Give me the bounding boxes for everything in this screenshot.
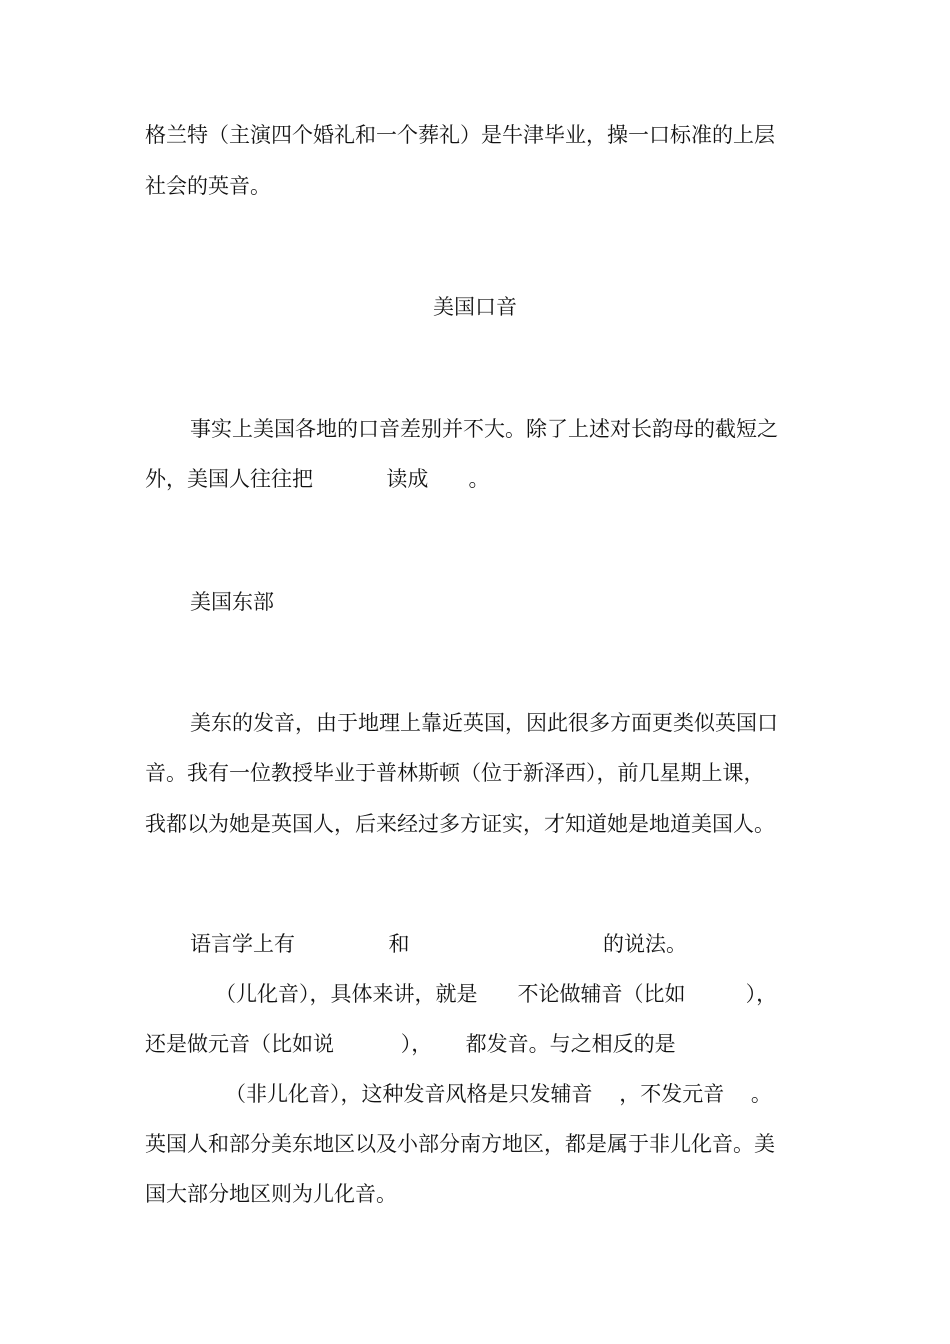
east-paragraph-line-1: 美东的发音，由于地理上靠近英国，因此很多方面更类似英国口 bbox=[190, 711, 778, 735]
intro-line-2: 社会的英音。 bbox=[145, 174, 271, 198]
rhotic-paragraph-line-2: （儿化音），具体来讲，就是 不论做辅音（比如 ）， bbox=[215, 982, 778, 1006]
rhotic-paragraph-line-4: （非儿化音），这种发音风格是只发辅音 ，不发元音 。 bbox=[225, 1082, 772, 1106]
east-paragraph-line-3: 我都以为她是英国人，后来经过多方证实，才知道她是地道美国人。 bbox=[145, 812, 775, 836]
rhotic-paragraph-line-6: 国大部分地区则为儿化音。 bbox=[145, 1182, 397, 1206]
accent-paragraph-line-1: 事实上美国各地的口音差别并不大。除了上述对长韵母的截短之 bbox=[190, 417, 778, 441]
east-paragraph-line-2: 音。我有一位教授毕业于普林斯顿（位于新泽西），前几星期上课， bbox=[145, 761, 765, 785]
accent-paragraph-line-2: 外，美国人往往把 读成 。 bbox=[145, 467, 490, 491]
subheading-east: 美国东部 bbox=[190, 590, 274, 614]
section-title: 美国口音 bbox=[433, 295, 517, 319]
intro-line-1: 格兰特（主演四个婚礼和一个葬礼）是牛津毕业，操一口标准的上层 bbox=[145, 123, 775, 147]
rhotic-paragraph-line-3: 还是做元音（比如说 ）， 都发音。与之相反的是 bbox=[145, 1032, 676, 1056]
rhotic-paragraph-line-5: 英国人和部分美东地区以及小部分南方地区，都是属于非儿化音。美 bbox=[145, 1132, 775, 1156]
rhotic-paragraph-line-1: 语言学上有 和 的说法。 bbox=[190, 932, 688, 956]
